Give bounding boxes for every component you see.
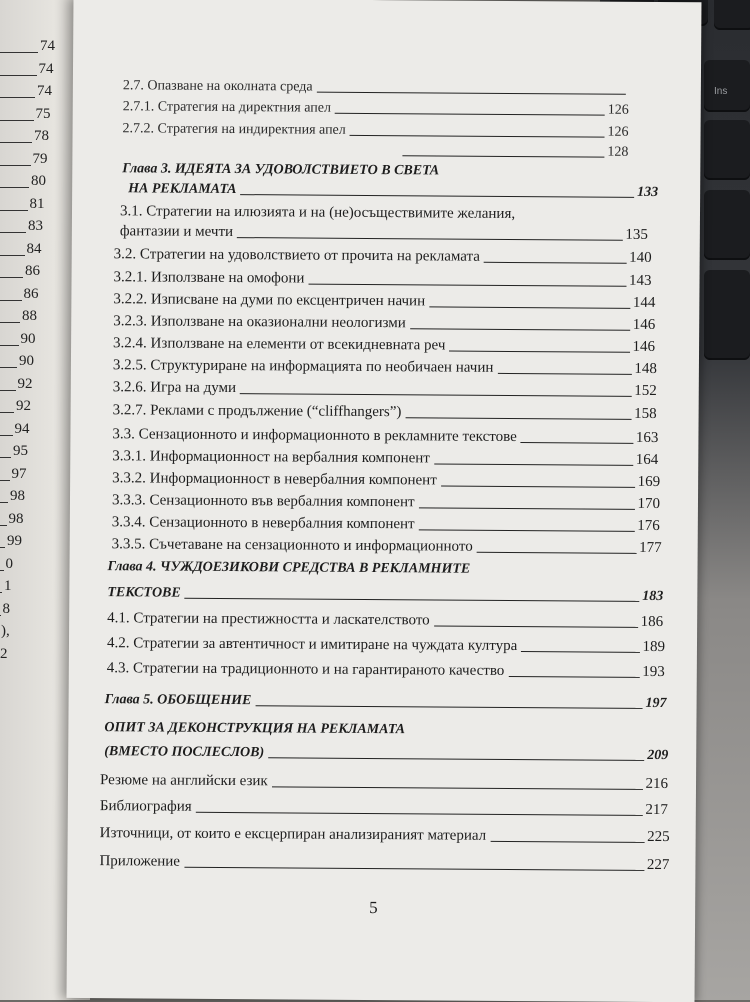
previous-page-leader-line xyxy=(0,255,25,256)
toc-entry xyxy=(104,720,668,740)
toc-entry-page: 163 xyxy=(635,429,659,447)
toc-leader-line xyxy=(405,417,631,420)
toc-entry-page: 140 xyxy=(629,249,652,266)
toc-entry-title: 4.3. Стратегии на традиционното и на гарантираното качество xyxy=(106,660,505,679)
toc-entry-title: 3.3. Сензационното и информационното в рекламните текстове xyxy=(112,426,517,446)
toc-entry xyxy=(107,610,663,631)
toc-entry-page: 146 xyxy=(632,338,656,355)
toc-entry-title: фантазии и мечти xyxy=(119,223,234,241)
toc-leader-line xyxy=(434,625,638,627)
keyboard-key xyxy=(704,270,750,360)
previous-page-leader-line xyxy=(0,142,32,143)
previous-page-number: 1 xyxy=(4,578,12,594)
toc-leader-line xyxy=(268,757,644,761)
toc-leader-line xyxy=(474,575,626,576)
toc-entry xyxy=(105,692,667,712)
previous-page-leader-line xyxy=(0,345,19,346)
toc-leader-line xyxy=(449,351,629,353)
previous-page-number: 98 xyxy=(10,488,25,504)
toc-entry-page: 143 xyxy=(628,272,652,289)
toc-entry-page: 158 xyxy=(634,405,657,422)
toc-entry xyxy=(113,379,657,400)
toc-entry xyxy=(122,161,628,181)
toc-entry xyxy=(123,78,629,98)
toc-entry-page: 126 xyxy=(607,124,629,140)
previous-page-number: 78 xyxy=(34,128,49,144)
previous-page-leader-line xyxy=(0,525,7,526)
toc-entry-title: 2.7.2. Стратегия на индиректния апел xyxy=(122,121,346,138)
toc-entry-page: 197 xyxy=(645,695,667,712)
toc-entry-title: 2.7. Опазване на околната среда xyxy=(122,78,313,95)
previous-page-leader-line xyxy=(0,232,26,233)
toc-entry-title: НА РЕКЛАМАТА xyxy=(128,181,237,198)
previous-page-number: 0 xyxy=(5,555,13,572)
toc-entry xyxy=(113,291,655,312)
previous-page-leader-line xyxy=(0,592,2,593)
toc-leader-line xyxy=(308,284,626,287)
toc-entry xyxy=(113,313,655,334)
toc-entry-title: 3.2.6. Игра на думи xyxy=(112,379,237,397)
previous-page-number: 86 xyxy=(23,285,39,302)
previous-page-number: 98 xyxy=(8,510,24,527)
previous-page-leader-line xyxy=(0,435,13,436)
toc-entry xyxy=(107,559,629,579)
toc-leader-line xyxy=(184,867,644,871)
ins-key xyxy=(704,60,750,112)
toc-entry-title: 3.3.1. Информационност на вербалния компонент xyxy=(112,448,430,467)
toc-leader-line xyxy=(272,786,643,790)
toc-entry-page: 227 xyxy=(646,856,670,874)
toc-leader-line xyxy=(434,463,633,465)
previous-page-leader-line xyxy=(0,367,17,368)
toc-entry-page: 170 xyxy=(637,495,661,513)
toc-entry-page: 225 xyxy=(647,828,670,846)
previous-page-leader-line xyxy=(0,75,37,76)
previous-page-leader-line xyxy=(0,480,10,481)
toc-leader-line xyxy=(419,507,635,510)
previous-page-leader-line xyxy=(0,52,38,53)
toc-entry xyxy=(100,798,668,819)
toc-leader-line xyxy=(255,705,642,709)
toc-entry xyxy=(113,335,655,356)
previous-page-number: 99 xyxy=(7,533,22,549)
previous-page-leader-line xyxy=(0,165,31,166)
toc-entry-title: 3.2.5. Структуриране на информацията по необичаен начин xyxy=(112,357,494,376)
previous-page-leader-line xyxy=(0,457,11,458)
toc-entry-title: Глава 5. ОБОБЩЕНИЕ xyxy=(104,692,252,709)
toc-entry-title: (ВМЕСТО ПОСЛЕСЛОВ) xyxy=(104,744,265,761)
previous-page-number: 92 xyxy=(16,398,31,414)
previous-page-leader-line xyxy=(0,300,22,301)
toc-entry xyxy=(100,825,670,846)
toc-entry-title: ТЕКСТОВЕ xyxy=(107,585,181,601)
previous-page-number: 2 xyxy=(0,645,8,662)
keyboard-key xyxy=(704,190,750,260)
toc-entry-page: 209 xyxy=(647,747,669,764)
toc-leader-line xyxy=(508,676,639,678)
previous-page-leader-line xyxy=(0,322,20,323)
previous-page-number: 92 xyxy=(17,375,33,392)
toc-entry xyxy=(113,402,657,423)
toc-leader-line xyxy=(335,113,605,116)
toc-entry xyxy=(122,141,628,161)
previous-page-number: 74 xyxy=(40,38,55,54)
toc-leader-line xyxy=(521,442,633,444)
toc-leader-line xyxy=(240,393,631,397)
previous-page-number: 80 xyxy=(31,173,46,189)
table-of-contents xyxy=(67,0,702,1002)
toc-entry xyxy=(107,585,663,605)
toc-entry-title: 3.2.2. Изписване на думи по ексцентричен начин xyxy=(113,291,426,310)
toc-entry-title: 3.3.5. Съчетаване на сензационното и информационното xyxy=(111,536,473,555)
previous-page-leader-line xyxy=(0,210,28,211)
toc-entry xyxy=(104,744,668,764)
toc-entry-page: 128 xyxy=(607,144,629,160)
toc-entry xyxy=(112,448,658,469)
previous-page-number: 74 xyxy=(38,60,54,77)
toc-entry xyxy=(123,121,629,141)
toc-entry-page: 189 xyxy=(642,638,666,656)
toc-entry xyxy=(120,223,648,244)
toc-leader-line xyxy=(443,177,625,178)
previous-page-leader-line xyxy=(0,97,35,98)
toc-entry-page: 177 xyxy=(639,539,662,557)
previous-page-number: 74 xyxy=(37,83,52,99)
toc-entry xyxy=(114,246,652,267)
toc-leader-line xyxy=(317,92,626,95)
toc-leader-line xyxy=(185,598,640,602)
toc-entry-page: 183 xyxy=(642,588,664,605)
previous-page-number: 90 xyxy=(20,330,36,347)
toc-entry-title: 4.2. Стратегии за автентичност и имитиране на чуждата култура xyxy=(106,635,518,655)
previous-page-number: 94 xyxy=(14,420,30,437)
toc-entry-title: 2.7.1. Стратегия на директния апел xyxy=(122,99,332,116)
toc-entry xyxy=(100,772,668,793)
previous-page-leader-line xyxy=(0,615,1,616)
toc-entry-title: Източници, от които е ексцерпиран анализираният материал xyxy=(99,825,487,844)
toc-entry-page: 152 xyxy=(634,382,657,399)
previous-page-leader-line xyxy=(0,390,16,391)
toc-entry xyxy=(120,203,632,224)
toc-entry xyxy=(112,492,660,513)
previous-page-number: 81 xyxy=(29,195,45,212)
previous-page-number: 83 xyxy=(28,218,43,234)
toc-leader-line xyxy=(490,841,644,843)
previous-page-number: 86 xyxy=(25,263,40,279)
toc-entry-page: 135 xyxy=(625,226,648,243)
toc-entry-title: 3.1. Стратегии на илюзията и на (не)осъществимите желания, xyxy=(119,203,516,223)
toc-entry-page: 193 xyxy=(642,663,665,681)
toc-leader-line xyxy=(521,651,639,653)
previous-page-number: 75 xyxy=(35,105,51,122)
previous-page-leader-line xyxy=(0,277,23,278)
page-number: 5 xyxy=(369,898,378,918)
toc-leader-line xyxy=(419,529,635,532)
previous-page-leader-line xyxy=(0,187,29,188)
previous-page-leader-line xyxy=(0,502,8,503)
keyboard-key xyxy=(714,0,750,30)
previous-page-leader-line xyxy=(0,412,14,413)
toc-entry xyxy=(112,514,660,535)
toc-leader-line xyxy=(350,135,605,138)
toc-entry-page: 164 xyxy=(635,451,659,469)
toc-entry-page: 144 xyxy=(632,294,656,311)
previous-page-number: 97 xyxy=(11,465,27,482)
toc-leader-line xyxy=(429,306,630,308)
toc-entry-title: 3.2.3. Използване на оказионални неологизми xyxy=(113,313,406,332)
toc-entry-title: 4.1. Стратегии на престижността и ласкателството xyxy=(107,610,430,629)
previous-page-leader-line xyxy=(0,570,4,571)
previous-page-leader-line xyxy=(0,120,34,121)
toc-entry-title: 3.3.3. Сензационното във вербалния компонент xyxy=(111,492,415,511)
toc-entry xyxy=(112,470,660,491)
toc-entry xyxy=(107,635,665,656)
toc-leader-line xyxy=(240,194,634,198)
toc-entry-title: 3.2.4. Използване на елементи от всекидневната реч xyxy=(113,335,446,354)
toc-entry-title: 3.2.7. Реклами с продължение (“cliffhangers”) xyxy=(112,402,402,421)
toc-leader-line xyxy=(477,552,636,554)
toc-entry-title: Резюме на английски език xyxy=(99,772,268,790)
toc-entry-page: 186 xyxy=(640,613,664,631)
toc-entry-title: 3.2.1. Използване на омофони xyxy=(113,269,305,287)
toc-leader-line xyxy=(484,262,626,264)
keyboard-key xyxy=(704,120,750,180)
book-page xyxy=(67,0,702,1002)
toc-entry xyxy=(128,181,658,201)
toc-leader-line xyxy=(237,237,622,241)
toc-entry-title: Глава 3. ИДЕЯТА ЗА УДОВОЛСТВИЕТО В СВЕТА xyxy=(122,161,440,179)
ins-key-label: Ins xyxy=(714,86,728,97)
previous-page-number: ), xyxy=(1,623,10,639)
toc-entry-title: Глава 4. ЧУЖДОЕЗИКОВИ СРЕДСТВА В РЕКЛАМНИТЕ xyxy=(107,559,471,577)
toc-entry xyxy=(107,660,665,681)
toc-entry-page: 216 xyxy=(645,775,669,793)
toc-entry-title: ОПИТ ЗА ДЕКОНСТРУКЦИЯ НА РЕКЛАМАТА xyxy=(104,720,406,738)
toc-entry-page: 169 xyxy=(637,473,661,491)
toc-entry xyxy=(113,269,651,290)
toc-entry-page: 133 xyxy=(637,184,659,201)
previous-page-number: 88 xyxy=(22,308,37,324)
previous-page-number: 95 xyxy=(13,443,28,459)
toc-entry-page: 126 xyxy=(607,102,629,118)
toc-leader-line xyxy=(441,485,635,487)
toc-entry xyxy=(123,99,629,119)
toc-entry-page: 217 xyxy=(645,801,668,819)
previous-page-number: 8 xyxy=(2,600,10,617)
toc-entry-page: 146 xyxy=(632,316,656,333)
toc-leader-line xyxy=(402,155,604,157)
toc-entry-title: Библиография xyxy=(99,798,192,815)
toc-entry-page: 148 xyxy=(634,360,657,377)
toc-entry-title: 3.3.2. Информационност в невербалния компонент xyxy=(112,470,437,489)
toc-leader-line xyxy=(196,812,643,816)
previous-page-leader-line xyxy=(0,547,5,548)
previous-page-number: 79 xyxy=(32,150,48,167)
toc-entry-title: 3.3.4. Сензационното в невербалния компонент xyxy=(111,514,415,533)
toc-leader-line xyxy=(497,373,631,375)
toc-entry xyxy=(112,426,658,447)
toc-leader-line xyxy=(519,220,629,221)
toc-entry-page: 176 xyxy=(637,517,660,535)
toc-entry xyxy=(99,853,669,874)
toc-entry-title: 3.2. Стратегии на удоволствието от прочита на рекламата xyxy=(113,246,481,265)
previous-page-number: 90 xyxy=(19,353,34,369)
toc-entry xyxy=(113,357,657,378)
toc-entry-title: Приложение xyxy=(99,853,181,870)
previous-page-number: 84 xyxy=(26,240,42,257)
toc-entry xyxy=(112,536,662,557)
toc-leader-line xyxy=(410,328,630,331)
toc-leader-line xyxy=(409,735,665,737)
